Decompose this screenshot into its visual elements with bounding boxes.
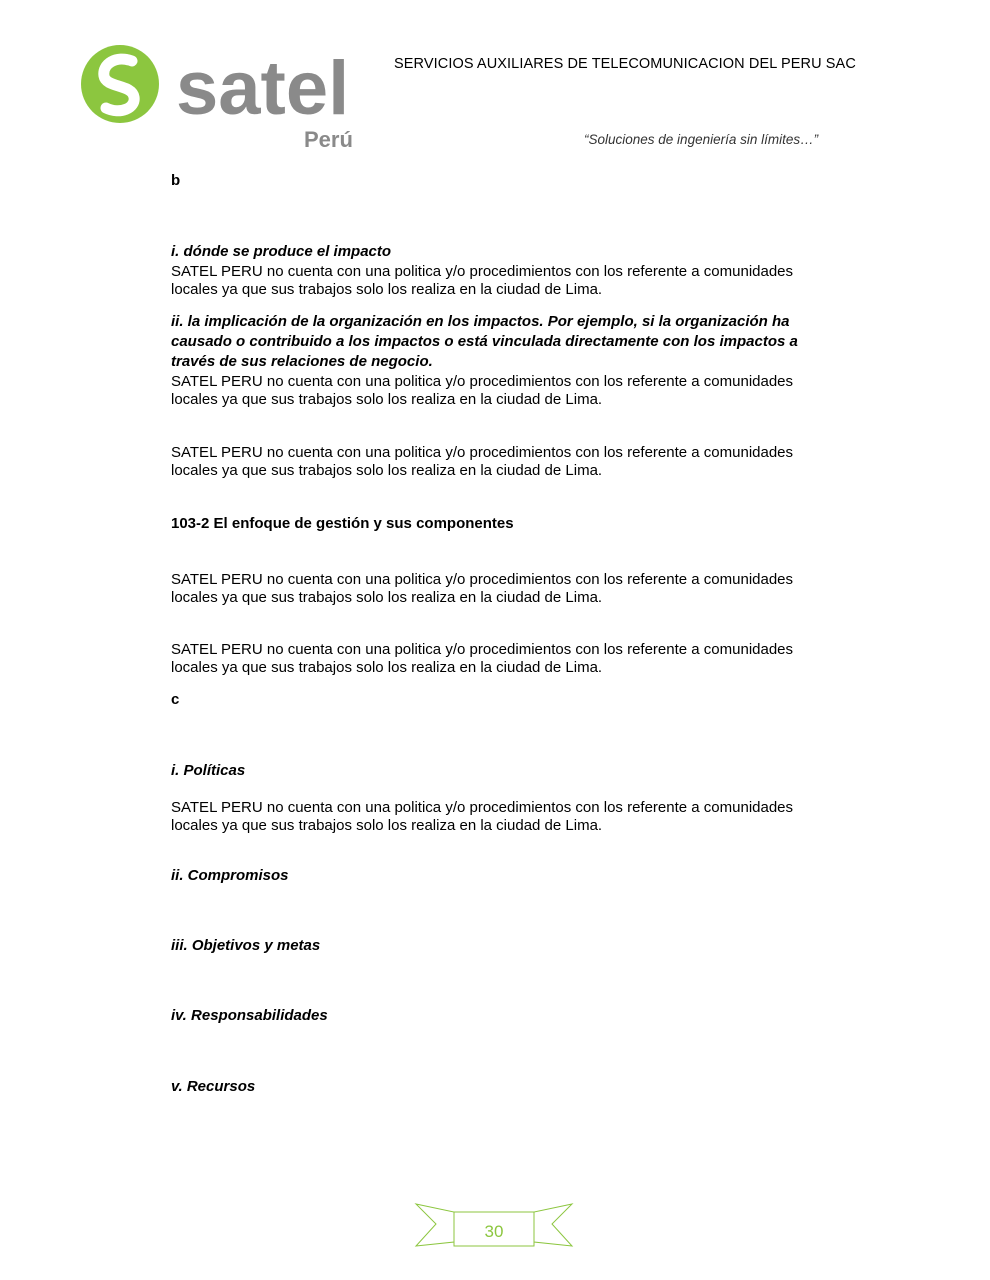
b-extra-paragraph: SATEL PERU no cuenta con una politica y/o procedimientos con los referente a comunidades locales ya que sus trabajos solo los realiza en la ciudad de Lima. [171, 444, 794, 479]
b-i-heading: i. dónde se produce el impacto [171, 243, 392, 260]
c-i-heading: i. Políticas [171, 762, 246, 779]
c-ii-heading: ii. Compromisos [171, 867, 289, 884]
c-iii-heading: iii. Objetivos y metas [171, 937, 321, 954]
c-v-heading: v. Recursos [171, 1078, 256, 1095]
page-number: 30 [484, 1222, 504, 1241]
c-iv-heading: iv. Responsabilidades [171, 1007, 328, 1024]
c-i-paragraph: SATEL PERU no cuenta con una politica y/o procedimientos con los referente a comunidades locales ya que sus trabajos solo los realiza en la ciudad de Lima. [171, 799, 794, 834]
s103-paragraph-2: SATEL PERU no cuenta con una politica y/o procedimientos con los referente a comunidades locales ya que sus trabajos solo los realiza en la ciudad de Lima. [171, 641, 794, 676]
logo-subtext: Perú [304, 127, 353, 152]
b-ii-paragraph: SATEL PERU no cuenta con una politica y/o procedimientos con los referente a comunidades locales ya que sus trabajos solo los realiza en la ciudad de Lima. [171, 373, 794, 408]
ribbon-right-tail [534, 1204, 572, 1246]
ribbon-left-tail [416, 1204, 454, 1246]
b-ii-heading: ii. la implicación de la organización en los impactos. Por ejemplo, si la organización ha causado o contribuido a los impactos o está vinculada directamente con los impactos a través de sus relaciones de negocio. [171, 313, 798, 370]
s103-paragraph-1: SATEL PERU no cuenta con una politica y/o procedimientos con los referente a comunidades locales ya que sus trabajos solo los realiza en la ciudad de Lima. [171, 571, 794, 606]
satel-logo [80, 44, 370, 156]
company-name: SERVICIOS AUXILIARES DE TELECOMUNICACION DEL PERU SAC [394, 56, 856, 72]
section-b-label: b [171, 172, 181, 189]
section-c-label: c [171, 691, 180, 708]
b-i-paragraph: SATEL PERU no cuenta con una politica y/o procedimientos con los referente a comunidades locales ya que sus trabajos solo los realiza en la ciudad de Lima. [171, 263, 794, 298]
company-slogan: “Soluciones de ingeniería sin límites…” [584, 132, 819, 147]
section-103-2-heading: 103-2 El enfoque de gestión y sus componentes [171, 515, 514, 532]
logo-wordmark: satel [176, 46, 350, 131]
